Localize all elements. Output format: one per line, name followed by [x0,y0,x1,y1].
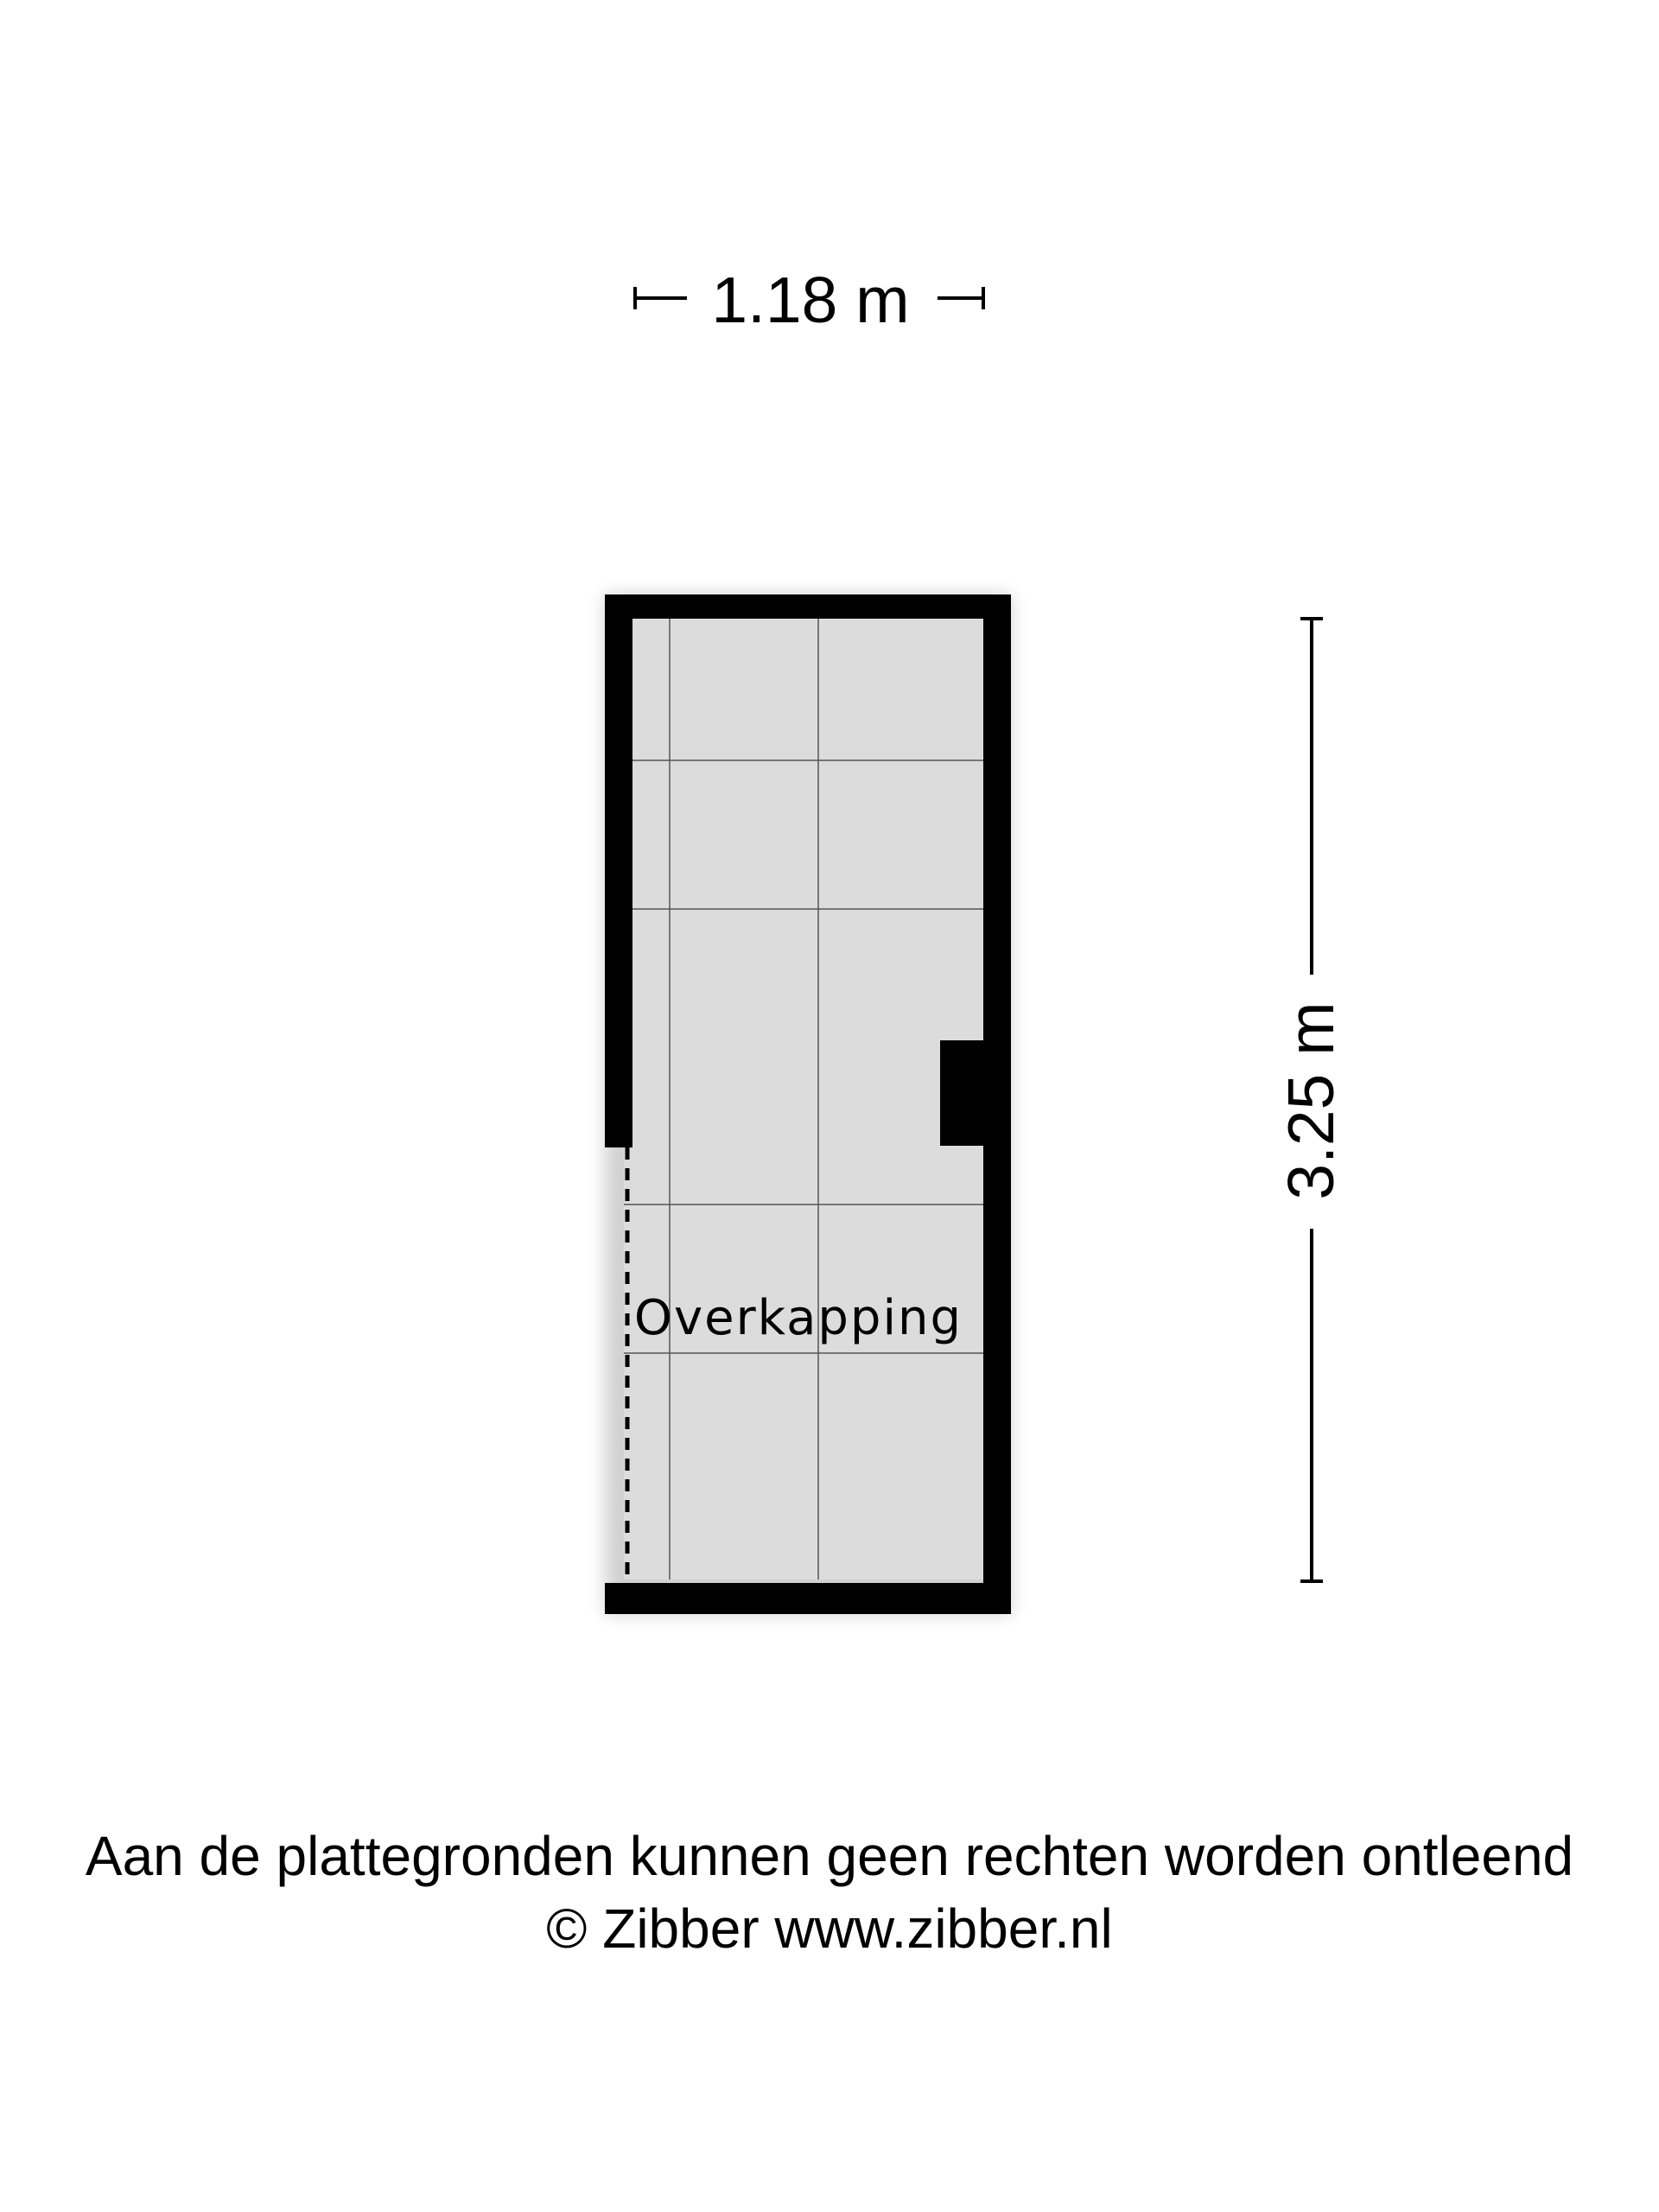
wall-top [605,594,1011,619]
width-dimension [635,264,983,336]
height-dimension-label: 3.25 m [1274,1001,1347,1200]
width-dimension-label: 1.18 m [711,264,910,336]
wall-bottom [605,1583,1011,1614]
wall-left-upper [605,594,632,1147]
wall-column [940,1040,992,1146]
room-floor [624,619,983,1580]
disclaimer-text: Aan de plattegronden kunnen geen rechten worden ontleend [85,1825,1574,1887]
room-label: Overkapping [633,1290,963,1346]
copyright-text: © Zibber www.zibber.nl [546,1897,1113,1960]
room-overkapping [605,594,1011,1614]
height-dimension [1274,619,1347,1581]
